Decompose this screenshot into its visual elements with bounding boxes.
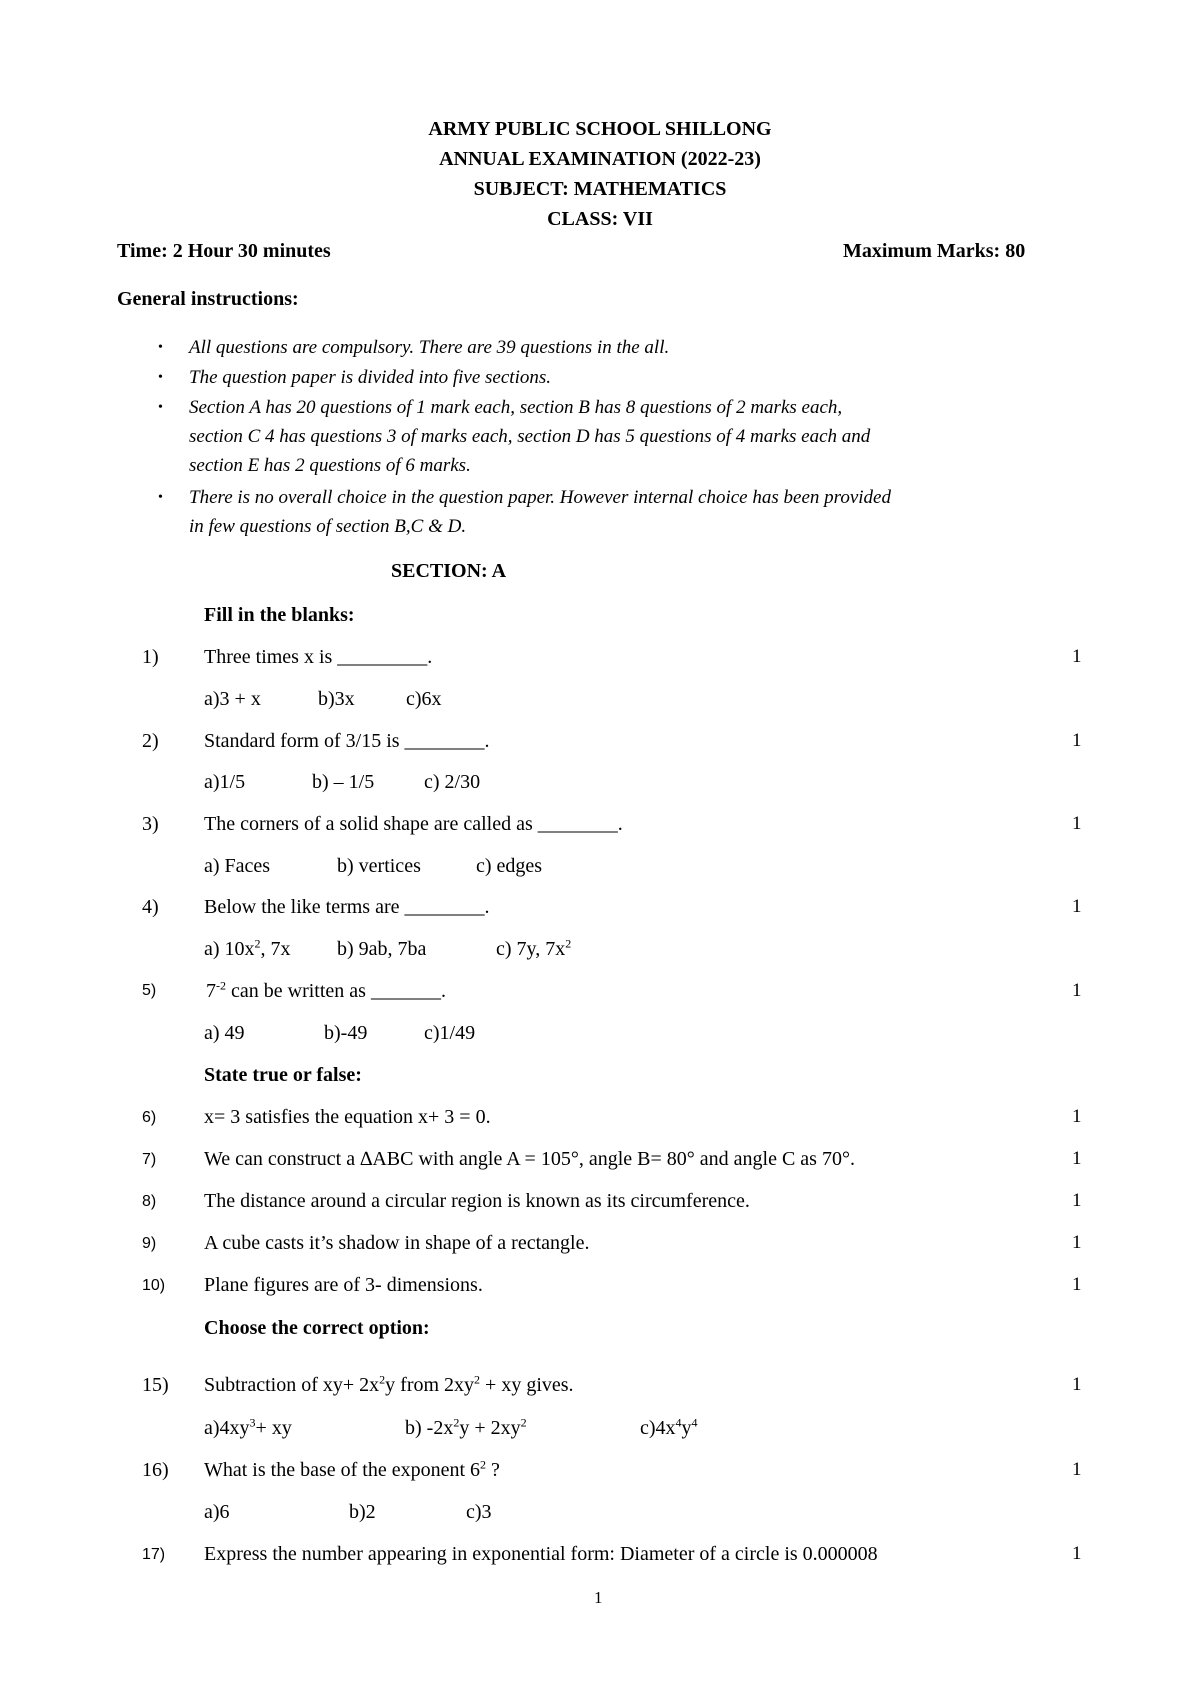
question-number: 15) xyxy=(142,1374,169,1396)
option-b xyxy=(405,1417,527,1440)
question-text xyxy=(204,1374,574,1397)
question-number: 10) xyxy=(142,1277,166,1294)
instruction-line: section C 4 has questions 3 of marks each, section D has 5 questions of 4 marks each and xyxy=(189,426,871,447)
question-text-rest: can be written as _______. xyxy=(226,980,446,1002)
option-b: b) – 1/5 xyxy=(312,771,375,793)
instruction-line: in few questions of section B,C & D. xyxy=(189,516,467,537)
option-b: b) vertices xyxy=(337,855,421,877)
text-part: b) -2x xyxy=(405,1417,454,1439)
option-a xyxy=(204,1417,292,1440)
question-mark: 1 xyxy=(1072,813,1082,834)
option-c xyxy=(640,1417,698,1440)
exam-title: ANNUAL EXAMINATION (2022-23) xyxy=(439,148,761,170)
option-b: b)2 xyxy=(349,1501,376,1523)
question-mark: 1 xyxy=(1072,1148,1082,1169)
question-text: We can construct a ∆ABC with angle A = 105°, angle B= 80° and angle C as 70°. xyxy=(204,1148,855,1170)
subject-title: SUBJECT: MATHEMATICS xyxy=(473,178,727,200)
exponent: 2 xyxy=(379,1372,386,1387)
option-b: b)3x xyxy=(318,688,355,710)
option-a: a) 49 xyxy=(204,1022,245,1044)
max-marks-label: Maximum Marks: 80 xyxy=(843,240,1026,262)
text-part: What is the base of the exponent 6 xyxy=(204,1459,481,1481)
text-part: ? xyxy=(486,1459,500,1481)
question-text: A cube casts it’s shadow in shape of a rectangle. xyxy=(204,1232,590,1254)
question-text: Three times x is _________. xyxy=(204,646,433,668)
instruction-line: There is no overall choice in the question paper. However internal choice has been provided xyxy=(189,487,891,508)
question-number: 2) xyxy=(142,730,159,752)
question-text: x= 3 satisfies the equation x+ 3 = 0. xyxy=(204,1106,491,1128)
text-part: a)4xy xyxy=(204,1417,250,1439)
option-c: c)6x xyxy=(406,688,442,710)
question-text: The distance around a circular region is known as its circumference. xyxy=(204,1190,750,1212)
option-c-base: c) 7y, 7x xyxy=(496,938,566,960)
option-a: a)3 + x xyxy=(204,688,261,710)
option-a: a)6 xyxy=(204,1501,230,1523)
exponent: 4 xyxy=(691,1415,698,1430)
option-a-rest: , 7x xyxy=(260,938,291,960)
option-a xyxy=(204,938,291,961)
exponent: 2 xyxy=(474,1372,481,1387)
text-part: Subtraction of xy+ 2x xyxy=(204,1374,380,1396)
question-mark: 1 xyxy=(1072,1106,1082,1127)
question-number: 16) xyxy=(142,1459,169,1481)
bullet-icon: • xyxy=(158,370,163,385)
question-mark: 1 xyxy=(1072,980,1082,1001)
text-part: y from 2xy xyxy=(385,1374,475,1396)
question-mark: 1 xyxy=(1072,1374,1082,1395)
time-label: Time: 2 Hour 30 minutes xyxy=(117,240,331,262)
choose-heading: Choose the correct option: xyxy=(204,1317,430,1339)
question-text-exponent: -2 xyxy=(216,978,226,993)
question-number: 8) xyxy=(142,1193,157,1210)
option-c: c) edges xyxy=(476,855,543,877)
text-part: y xyxy=(681,1417,692,1439)
question-number: 5) xyxy=(142,982,157,999)
question-mark: 1 xyxy=(1072,1232,1082,1253)
option-c-exponent: 2 xyxy=(565,936,572,951)
question-number: 9) xyxy=(142,1235,157,1252)
question-number: 4) xyxy=(142,896,159,918)
question-mark: 1 xyxy=(1072,730,1082,751)
school-name: ARMY PUBLIC SCHOOL SHILLONG xyxy=(428,118,772,140)
question-number: 1) xyxy=(142,646,159,668)
bullet-icon: • xyxy=(158,490,163,505)
bullet-icon: • xyxy=(158,340,163,355)
option-c: c)1/49 xyxy=(424,1022,476,1044)
question-number: 3) xyxy=(142,813,159,835)
question-text xyxy=(206,980,446,1003)
exponent: 2 xyxy=(480,1457,487,1472)
question-mark: 1 xyxy=(1072,1190,1082,1211)
option-a: a) Faces xyxy=(204,855,271,877)
question-text: Express the number appearing in exponential form: Diameter of a circle is 0.000008 xyxy=(204,1543,878,1565)
section-title: SECTION: A xyxy=(391,560,507,582)
class-title: CLASS: VII xyxy=(547,208,653,230)
text-part: + xy xyxy=(255,1417,292,1439)
question-number: 6) xyxy=(142,1109,157,1126)
question-mark: 1 xyxy=(1072,646,1082,667)
text-part: + xy gives. xyxy=(480,1374,574,1396)
exponent: 2 xyxy=(453,1415,460,1430)
option-b: b)-49 xyxy=(324,1022,368,1044)
question-mark: 1 xyxy=(1072,1459,1082,1480)
option-b: b) 9ab, 7ba xyxy=(337,938,427,960)
question-text xyxy=(204,1459,500,1482)
instructions-title: General instructions: xyxy=(117,288,299,310)
text-part: c)4x xyxy=(640,1417,676,1439)
option-c xyxy=(496,938,571,961)
instruction-line: All questions are compulsory. There are 39 questions in the all. xyxy=(189,337,670,358)
question-text: Standard form of 3/15 is ________. xyxy=(204,730,490,752)
exponent: 2 xyxy=(520,1415,527,1430)
question-mark: 1 xyxy=(1072,896,1082,917)
question-text-base: 7 xyxy=(206,980,216,1002)
option-c: c)3 xyxy=(466,1501,492,1523)
question-mark: 1 xyxy=(1072,1274,1082,1295)
exponent: 3 xyxy=(249,1415,256,1430)
question-text: The corners of a solid shape are called as ________. xyxy=(204,813,623,835)
question-number: 17) xyxy=(142,1546,166,1563)
option-a-exponent: 2 xyxy=(254,936,261,951)
instruction-line: Section A has 20 questions of 1 mark each, section B has 8 questions of 2 marks each, xyxy=(189,397,843,418)
question-number: 7) xyxy=(142,1151,157,1168)
question-text: Below the like terms are ________. xyxy=(204,896,490,918)
option-a-base: a) 10x xyxy=(204,938,255,960)
question-text: Plane figures are of 3- dimensions. xyxy=(204,1274,483,1296)
bullet-icon: • xyxy=(158,400,163,415)
instruction-line: section E has 2 questions of 6 marks. xyxy=(189,455,471,476)
option-c: c) 2/30 xyxy=(424,771,481,793)
instruction-line: The question paper is divided into five sections. xyxy=(189,367,552,388)
option-a: a)1/5 xyxy=(204,771,246,793)
question-mark: 1 xyxy=(1072,1543,1082,1564)
text-part: y + 2xy xyxy=(459,1417,521,1439)
page-number: 1 xyxy=(594,1588,603,1607)
exponent: 4 xyxy=(675,1415,682,1430)
true-false-heading: State true or false: xyxy=(204,1064,362,1086)
fill-blanks-heading: Fill in the blanks: xyxy=(204,604,355,626)
